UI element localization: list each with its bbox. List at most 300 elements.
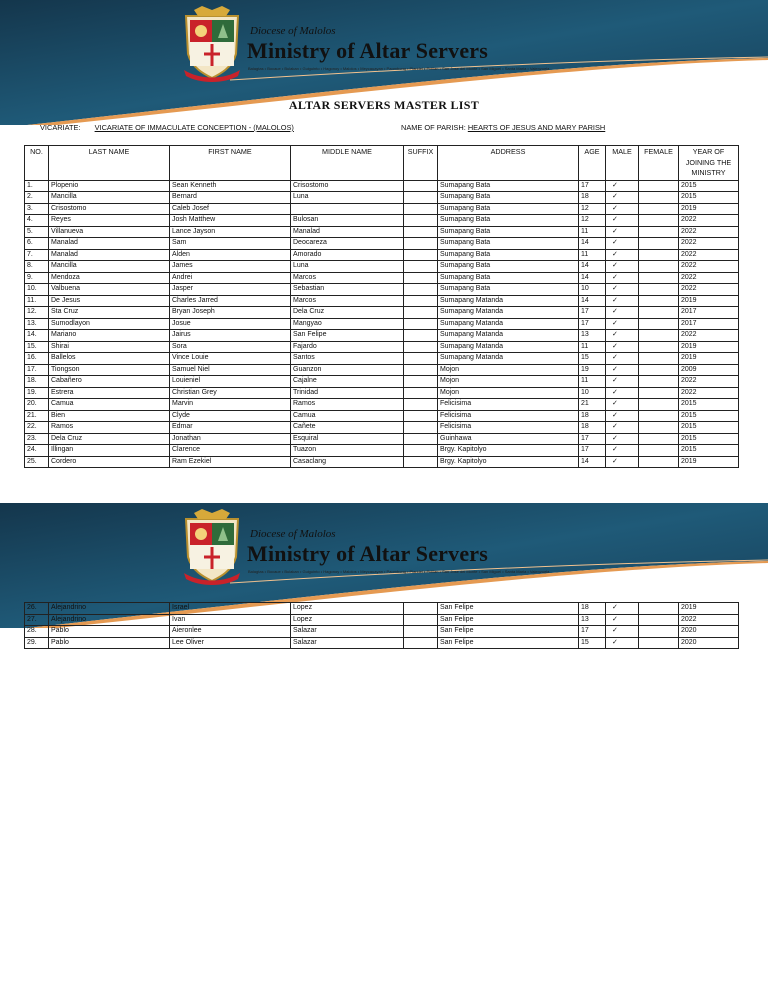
last-name-cell: Mancilla bbox=[49, 192, 170, 204]
middle-name-cell: Lopez bbox=[291, 603, 404, 615]
female-cell bbox=[639, 376, 679, 388]
female-cell bbox=[639, 626, 679, 638]
last-name-cell: Villanueva bbox=[49, 226, 170, 238]
table-row bbox=[25, 203, 739, 215]
suffix-cell bbox=[404, 238, 438, 250]
age-cell: 11 bbox=[579, 376, 606, 388]
middle-name-cell: Tuazon bbox=[291, 445, 404, 457]
last-name-cell: Mancilla bbox=[49, 261, 170, 273]
male-cell: ✓ bbox=[606, 376, 639, 388]
last-name-cell: Cordero bbox=[49, 456, 170, 468]
vicariate-line bbox=[40, 123, 294, 132]
suffix-cell bbox=[404, 226, 438, 238]
year-joined-cell: 2022 bbox=[679, 284, 739, 296]
suffix-cell bbox=[404, 261, 438, 273]
col-header-male: MALE bbox=[606, 146, 639, 181]
age-cell: 18 bbox=[579, 422, 606, 434]
row-no: 16. bbox=[25, 353, 49, 365]
suffix-cell bbox=[404, 318, 438, 330]
age-cell: 13 bbox=[579, 330, 606, 342]
suffix-cell bbox=[404, 295, 438, 307]
year-joined-cell: 2019 bbox=[679, 353, 739, 365]
first-name-cell: Israel bbox=[170, 603, 291, 615]
table-row bbox=[25, 364, 739, 376]
suffix-cell bbox=[404, 249, 438, 261]
year-joined-cell: 2022 bbox=[679, 249, 739, 261]
first-name-cell: Vince Louie bbox=[170, 353, 291, 365]
address-cell: San Felipe bbox=[438, 614, 579, 626]
master-list-table bbox=[24, 145, 739, 468]
age-cell: 14 bbox=[579, 456, 606, 468]
row-no: 22. bbox=[25, 422, 49, 434]
year-joined-cell: 2015 bbox=[679, 422, 739, 434]
first-name-cell: Clyde bbox=[170, 410, 291, 422]
col-header-no: NO. bbox=[25, 146, 49, 181]
suffix-cell bbox=[404, 330, 438, 342]
year-joined-cell: 2015 bbox=[679, 445, 739, 457]
last-name-cell: Illingan bbox=[49, 445, 170, 457]
row-no: 8. bbox=[25, 261, 49, 273]
male-cell: ✓ bbox=[606, 637, 639, 649]
female-cell bbox=[639, 353, 679, 365]
female-cell bbox=[639, 180, 679, 192]
female-cell bbox=[639, 433, 679, 445]
suffix-cell bbox=[404, 445, 438, 457]
last-name-cell: Plopenio bbox=[49, 180, 170, 192]
suffix-cell bbox=[404, 203, 438, 215]
suffix-cell bbox=[404, 284, 438, 296]
year-joined-cell: 2019 bbox=[679, 456, 739, 468]
document-title: ALTAR SERVERS MASTER LIST bbox=[288, 98, 480, 112]
last-name-cell: De Jesus bbox=[49, 295, 170, 307]
diocese-seal-icon bbox=[180, 507, 244, 587]
suffix-cell bbox=[404, 456, 438, 468]
male-cell: ✓ bbox=[606, 387, 639, 399]
male-cell: ✓ bbox=[606, 284, 639, 296]
male-cell: ✓ bbox=[606, 272, 639, 284]
row-no: 18. bbox=[25, 376, 49, 388]
age-cell: 11 bbox=[579, 226, 606, 238]
first-name-cell: Jairus bbox=[170, 330, 291, 342]
female-cell bbox=[639, 445, 679, 457]
age-cell: 11 bbox=[579, 341, 606, 353]
first-name-cell: Alden bbox=[170, 249, 291, 261]
female-cell bbox=[639, 603, 679, 615]
suffix-cell bbox=[404, 353, 438, 365]
table-row bbox=[25, 272, 739, 284]
middle-name-cell: Dela Cruz bbox=[291, 307, 404, 319]
address-cell: Sumapang Bata bbox=[438, 215, 579, 227]
suffix-cell bbox=[404, 603, 438, 615]
first-name-cell: James bbox=[170, 261, 291, 273]
row-no: 27. bbox=[25, 614, 49, 626]
table-row bbox=[25, 330, 739, 342]
last-name-cell: Estrera bbox=[49, 387, 170, 399]
row-no: 12. bbox=[25, 307, 49, 319]
suffix-cell bbox=[404, 192, 438, 204]
suffix-cell bbox=[404, 364, 438, 376]
master-list-table-continued bbox=[24, 602, 739, 649]
address-cell: Felicisima bbox=[438, 422, 579, 434]
male-cell: ✓ bbox=[606, 330, 639, 342]
year-joined-cell: 2019 bbox=[679, 295, 739, 307]
first-name-cell: Sam bbox=[170, 238, 291, 250]
row-no: 11. bbox=[25, 295, 49, 307]
first-name-cell: Marvin bbox=[170, 399, 291, 411]
table-row bbox=[25, 456, 739, 468]
female-cell bbox=[639, 387, 679, 399]
year-joined-cell: 2019 bbox=[679, 603, 739, 615]
table-row bbox=[25, 387, 739, 399]
address-cell: Felicisima bbox=[438, 410, 579, 422]
row-no: 7. bbox=[25, 249, 49, 261]
last-name-cell: Mendoza bbox=[49, 272, 170, 284]
middle-name-cell: Salazar bbox=[291, 626, 404, 638]
first-name-cell: Ram Ezekiel bbox=[170, 456, 291, 468]
female-cell bbox=[639, 215, 679, 227]
table-row bbox=[25, 433, 739, 445]
male-cell: ✓ bbox=[606, 456, 639, 468]
suffix-cell bbox=[404, 637, 438, 649]
table-row bbox=[25, 422, 739, 434]
address-cell: Sumapang Bata bbox=[438, 238, 579, 250]
address-cell: Sumapang Bata bbox=[438, 226, 579, 238]
table-row bbox=[25, 284, 739, 296]
female-cell bbox=[639, 261, 679, 273]
male-cell: ✓ bbox=[606, 307, 639, 319]
col-header-middle-name: MIDDLE NAME bbox=[291, 146, 404, 181]
middle-name-cell: Trinidad bbox=[291, 387, 404, 399]
middle-name-cell: Bulosan bbox=[291, 215, 404, 227]
year-joined-cell: 2022 bbox=[679, 614, 739, 626]
last-name-cell: Pablo bbox=[49, 626, 170, 638]
row-no: 13. bbox=[25, 318, 49, 330]
first-name-cell: Lance Jayson bbox=[170, 226, 291, 238]
col-header-suffix: SUFFIX bbox=[404, 146, 438, 181]
suffix-cell bbox=[404, 272, 438, 284]
middle-name-cell: Deocareza bbox=[291, 238, 404, 250]
table-row bbox=[25, 353, 739, 365]
male-cell: ✓ bbox=[606, 238, 639, 250]
last-name-cell: Pablo bbox=[49, 637, 170, 649]
first-name-cell: Jasper bbox=[170, 284, 291, 296]
male-cell: ✓ bbox=[606, 614, 639, 626]
first-name-cell: Ivan bbox=[170, 614, 291, 626]
age-cell: 18 bbox=[579, 603, 606, 615]
col-header-year-joined: YEAR OF JOINING THE MINISTRY bbox=[679, 146, 739, 181]
last-name-cell: Tiongson bbox=[49, 364, 170, 376]
year-joined-cell: 2015 bbox=[679, 399, 739, 411]
female-cell bbox=[639, 284, 679, 296]
year-joined-cell: 2017 bbox=[679, 318, 739, 330]
male-cell: ✓ bbox=[606, 249, 639, 261]
male-cell: ✓ bbox=[606, 180, 639, 192]
middle-name-cell: Salazar bbox=[291, 637, 404, 649]
first-name-cell: Sean Kenneth bbox=[170, 180, 291, 192]
age-cell: 11 bbox=[579, 249, 606, 261]
last-name-cell: Sta Cruz bbox=[49, 307, 170, 319]
address-cell: Sumapang Matanda bbox=[438, 353, 579, 365]
age-cell: 18 bbox=[579, 192, 606, 204]
address-cell: Sumapang Bata bbox=[438, 284, 579, 296]
table-row bbox=[25, 603, 739, 615]
male-cell: ✓ bbox=[606, 226, 639, 238]
row-no: 26. bbox=[25, 603, 49, 615]
address-cell: Sumapang Bata bbox=[438, 272, 579, 284]
first-name-cell: Jonathan bbox=[170, 433, 291, 445]
suffix-cell bbox=[404, 614, 438, 626]
table-row bbox=[25, 192, 739, 204]
female-cell bbox=[639, 422, 679, 434]
first-name-cell: Louieniel bbox=[170, 376, 291, 388]
last-name-cell: Manalad bbox=[49, 249, 170, 261]
table-row bbox=[25, 307, 739, 319]
suffix-cell bbox=[404, 422, 438, 434]
year-joined-cell: 2015 bbox=[679, 180, 739, 192]
last-name-cell: Camua bbox=[49, 399, 170, 411]
first-name-cell: Josue bbox=[170, 318, 291, 330]
table-header-row bbox=[25, 146, 739, 181]
table-row bbox=[25, 410, 739, 422]
address-cell: Sumapang Matanda bbox=[438, 307, 579, 319]
middle-name-cell: Esquiral bbox=[291, 433, 404, 445]
male-cell: ✓ bbox=[606, 192, 639, 204]
male-cell: ✓ bbox=[606, 203, 639, 215]
female-cell bbox=[639, 295, 679, 307]
address-cell: Mojon bbox=[438, 364, 579, 376]
last-name-cell: Crisostomo bbox=[49, 203, 170, 215]
female-cell bbox=[639, 410, 679, 422]
row-no: 6. bbox=[25, 238, 49, 250]
age-cell: 21 bbox=[579, 399, 606, 411]
female-cell bbox=[639, 399, 679, 411]
row-no: 19. bbox=[25, 387, 49, 399]
address-cell: Sumapang Bata bbox=[438, 261, 579, 273]
row-no: 10. bbox=[25, 284, 49, 296]
table-row bbox=[25, 445, 739, 457]
table-row bbox=[25, 318, 739, 330]
row-no: 24. bbox=[25, 445, 49, 457]
age-cell: 10 bbox=[579, 284, 606, 296]
year-joined-cell: 2022 bbox=[679, 387, 739, 399]
address-cell: San Felipe bbox=[438, 637, 579, 649]
middle-name-cell: Ramos bbox=[291, 399, 404, 411]
age-cell: 19 bbox=[579, 364, 606, 376]
ministry-name: Ministry of Altar Servers bbox=[247, 38, 489, 63]
first-name-cell: Lee Oliver bbox=[170, 637, 291, 649]
age-cell: 10 bbox=[579, 387, 606, 399]
first-name-cell: Charles Jarred bbox=[170, 295, 291, 307]
row-no: 5. bbox=[25, 226, 49, 238]
last-name-cell: Shirai bbox=[49, 341, 170, 353]
suffix-cell bbox=[404, 433, 438, 445]
middle-name-cell: Fajardo bbox=[291, 341, 404, 353]
year-joined-cell: 2015 bbox=[679, 410, 739, 422]
age-cell: 17 bbox=[579, 626, 606, 638]
middle-name-cell: Amorado bbox=[291, 249, 404, 261]
age-cell: 18 bbox=[579, 410, 606, 422]
age-cell: 17 bbox=[579, 180, 606, 192]
row-no: 15. bbox=[25, 341, 49, 353]
middle-name-cell: Lopez bbox=[291, 614, 404, 626]
female-cell bbox=[639, 318, 679, 330]
middle-name-cell: Camua bbox=[291, 410, 404, 422]
address-cell: Sumapang Bata bbox=[438, 180, 579, 192]
suffix-cell bbox=[404, 307, 438, 319]
row-no: 23. bbox=[25, 433, 49, 445]
table-row bbox=[25, 399, 739, 411]
year-joined-cell: 2022 bbox=[679, 238, 739, 250]
table-row bbox=[25, 180, 739, 192]
year-joined-cell: 2022 bbox=[679, 226, 739, 238]
middle-name-cell: Mangyao bbox=[291, 318, 404, 330]
address-cell: Sumapang Bata bbox=[438, 203, 579, 215]
vicariate-label: VICARIATE: bbox=[40, 123, 81, 132]
row-no: 28. bbox=[25, 626, 49, 638]
male-cell: ✓ bbox=[606, 626, 639, 638]
address-cell: San Felipe bbox=[438, 626, 579, 638]
address-cell: Sumapang Matanda bbox=[438, 341, 579, 353]
age-cell: 17 bbox=[579, 433, 606, 445]
address-cell: Sumapang Bata bbox=[438, 192, 579, 204]
middle-name-cell: Crisostomo bbox=[291, 180, 404, 192]
middle-name-cell: Cañete bbox=[291, 422, 404, 434]
age-cell: 12 bbox=[579, 215, 606, 227]
suffix-cell bbox=[404, 341, 438, 353]
towns-line: Balagtas • Bocaue • Bulakan • Guiguinto • Hagonoy • Malolos • Meycauayan • Paombong • Plaridel • Pulilan • San Jose del Monte • San Miguel • Santa Maria • Valenzuela bbox=[248, 66, 550, 71]
age-cell: 15 bbox=[579, 353, 606, 365]
row-no: 29. bbox=[25, 637, 49, 649]
female-cell bbox=[639, 341, 679, 353]
female-cell bbox=[639, 226, 679, 238]
first-name-cell: Samuel Niel bbox=[170, 364, 291, 376]
male-cell: ✓ bbox=[606, 364, 639, 376]
suffix-cell bbox=[404, 626, 438, 638]
male-cell: ✓ bbox=[606, 603, 639, 615]
suffix-cell bbox=[404, 376, 438, 388]
male-cell: ✓ bbox=[606, 341, 639, 353]
female-cell bbox=[639, 249, 679, 261]
towns-line: Balagtas • Bocaue • Bulakan • Guiguinto • Hagonoy • Malolos • Meycauayan • Paombong • Plaridel • Pulilan • San Jose del Monte • San Miguel • Santa Maria • Valenzuela bbox=[248, 569, 550, 574]
first-name-cell: Clarence bbox=[170, 445, 291, 457]
year-joined-cell: 2015 bbox=[679, 433, 739, 445]
row-no: 1. bbox=[25, 180, 49, 192]
suffix-cell bbox=[404, 399, 438, 411]
first-name-cell: Josh Matthew bbox=[170, 215, 291, 227]
age-cell: 14 bbox=[579, 295, 606, 307]
year-joined-cell: 2019 bbox=[679, 341, 739, 353]
middle-name-cell: Santos bbox=[291, 353, 404, 365]
year-joined-cell: 2022 bbox=[679, 261, 739, 273]
parish-label: NAME OF PARISH: bbox=[401, 123, 466, 132]
age-cell: 13 bbox=[579, 614, 606, 626]
middle-name-cell: Sebastian bbox=[291, 284, 404, 296]
diocese-name: Diocese of Malolos bbox=[250, 528, 336, 540]
col-header-address: ADDRESS bbox=[438, 146, 579, 181]
male-cell: ✓ bbox=[606, 399, 639, 411]
table-row bbox=[25, 226, 739, 238]
table-row bbox=[25, 249, 739, 261]
female-cell bbox=[639, 192, 679, 204]
last-name-cell: Bien bbox=[49, 410, 170, 422]
suffix-cell bbox=[404, 215, 438, 227]
row-no: 25. bbox=[25, 456, 49, 468]
year-joined-cell: 2019 bbox=[679, 203, 739, 215]
female-cell bbox=[639, 614, 679, 626]
suffix-cell bbox=[404, 410, 438, 422]
male-cell: ✓ bbox=[606, 410, 639, 422]
year-joined-cell: 2022 bbox=[679, 330, 739, 342]
vicariate-value: VICARIATE OF IMMACULATE CONCEPTION - (MALOLOS) bbox=[94, 123, 294, 132]
year-joined-cell: 2020 bbox=[679, 637, 739, 649]
diocese-seal-icon bbox=[180, 4, 244, 84]
male-cell: ✓ bbox=[606, 295, 639, 307]
year-joined-cell: 2022 bbox=[679, 272, 739, 284]
female-cell bbox=[639, 272, 679, 284]
year-joined-cell: 2015 bbox=[679, 192, 739, 204]
address-cell: Mojon bbox=[438, 376, 579, 388]
table-body-page-2 bbox=[25, 603, 739, 649]
middle-name-cell bbox=[291, 203, 404, 215]
year-joined-cell: 2009 bbox=[679, 364, 739, 376]
middle-name-cell: Luna bbox=[291, 192, 404, 204]
diocese-name: Diocese of Malolos bbox=[250, 25, 336, 37]
male-cell: ✓ bbox=[606, 445, 639, 457]
last-name-cell: Ramos bbox=[49, 422, 170, 434]
male-cell: ✓ bbox=[606, 215, 639, 227]
male-cell: ✓ bbox=[606, 353, 639, 365]
first-name-cell: Aieronlee bbox=[170, 626, 291, 638]
last-name-cell: Dela Cruz bbox=[49, 433, 170, 445]
year-joined-cell: 2022 bbox=[679, 376, 739, 388]
parish-value: HEARTS OF JESUS AND MARY PARISH bbox=[467, 123, 606, 132]
female-cell bbox=[639, 238, 679, 250]
age-cell: 17 bbox=[579, 307, 606, 319]
last-name-cell: Ballelos bbox=[49, 353, 170, 365]
col-header-last-name: LAST NAME bbox=[49, 146, 170, 181]
parish-line bbox=[401, 123, 605, 132]
male-cell: ✓ bbox=[606, 422, 639, 434]
row-no: 14. bbox=[25, 330, 49, 342]
first-name-cell: Andrei bbox=[170, 272, 291, 284]
col-header-first-name: FIRST NAME bbox=[170, 146, 291, 181]
age-cell: 14 bbox=[579, 272, 606, 284]
last-name-cell: Valbuena bbox=[49, 284, 170, 296]
female-cell bbox=[639, 203, 679, 215]
row-no: 4. bbox=[25, 215, 49, 227]
row-no: 21. bbox=[25, 410, 49, 422]
table-row bbox=[25, 637, 739, 649]
age-cell: 14 bbox=[579, 261, 606, 273]
last-name-cell: Alejandrino bbox=[49, 614, 170, 626]
row-no: 17. bbox=[25, 364, 49, 376]
year-joined-cell: 2022 bbox=[679, 215, 739, 227]
address-cell: Sumapang Matanda bbox=[438, 318, 579, 330]
last-name-cell: Alejandrino bbox=[49, 603, 170, 615]
table-row bbox=[25, 295, 739, 307]
address-cell: Felicisima bbox=[438, 399, 579, 411]
suffix-cell bbox=[404, 387, 438, 399]
last-name-cell: Sumodlayon bbox=[49, 318, 170, 330]
female-cell bbox=[639, 307, 679, 319]
female-cell bbox=[639, 330, 679, 342]
age-cell: 12 bbox=[579, 203, 606, 215]
address-cell: Sumapang Bata bbox=[438, 249, 579, 261]
male-cell: ✓ bbox=[606, 433, 639, 445]
middle-name-cell: Cajalne bbox=[291, 376, 404, 388]
row-no: 20. bbox=[25, 399, 49, 411]
col-header-female: FEMALE bbox=[639, 146, 679, 181]
